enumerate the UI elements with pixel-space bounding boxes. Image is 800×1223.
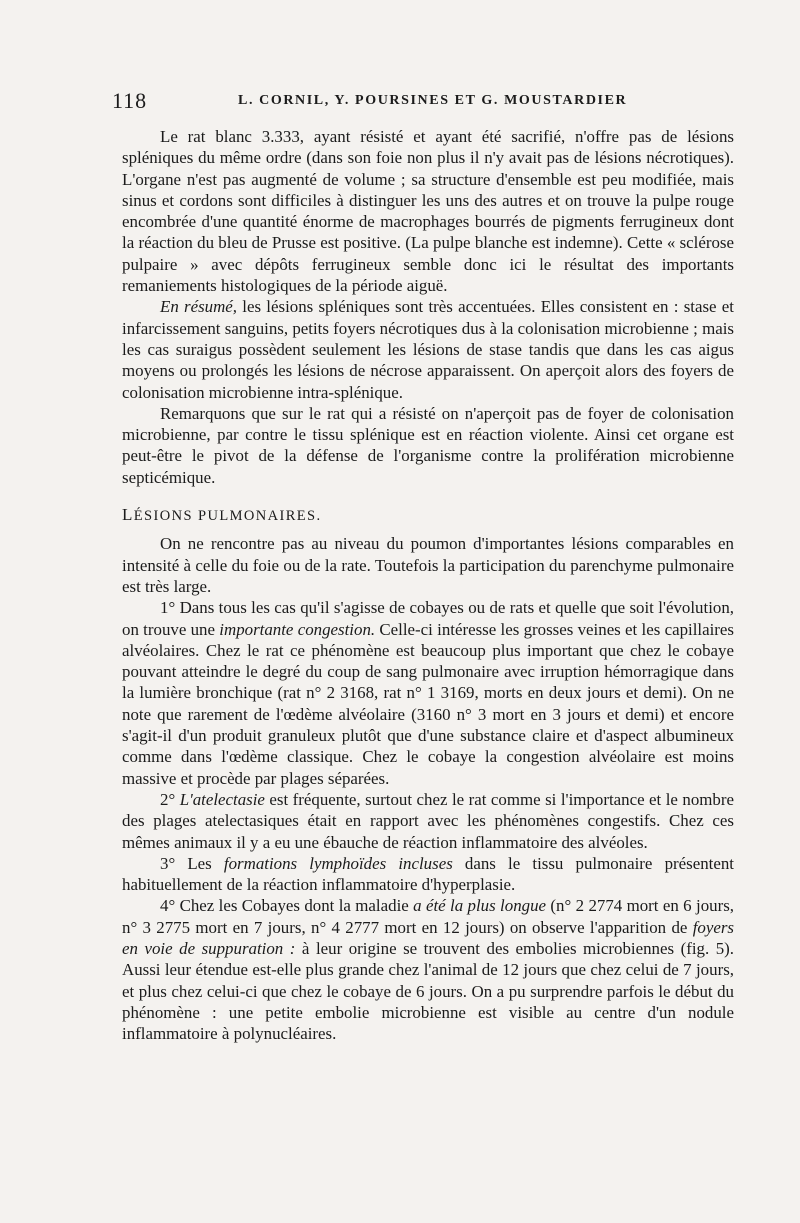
atelectasis-emphasis: L'atelectasie: [179, 789, 265, 809]
paragraph-suppuration: [122, 895, 734, 1044]
suppuration-text-b: (n° 2 2774 mort en 6 jours, n° 3 2775 mort en 7 jours, n° 4 2777 mort en 12 jours) on observe l'apparition de: [122, 896, 735, 937]
paragraph-remark: Remarquons que sur le rat qui a résisté on n'aperçoit pas de foyer de colonisation microbienne, par contre le tissu splénique est en réaction violente. Ainsi cet organe est peut-être le pivot de la défense de l'organisme contre la prolifération microbienne septicémique.: [122, 403, 734, 487]
paragraph-lung-intro: On ne rencontre pas au niveau du poumon d'importantes lésions comparables en intensité à celle du foie ou de la rate. Toutefois la participation du parenchyme pulmonaire est très large.: [122, 534, 734, 596]
summary-rest: les lésions spléniques sont très accentuées. Elles consistent en : stase et infarcissement sanguins, petits foyers nécrotiques dus à la colonisation microbienne ; mais les cas suraigus possèdent seulement les lésions de stase tandis que dans les cas aigus moyens ou prolongés les lésions de nécrose apparaissent. On aperçoit alors des foyers de colonisation microbienne intra-splénique.: [122, 297, 734, 402]
running-head: [112, 88, 712, 116]
body-text: [122, 126, 734, 1044]
atelectasis-text-b: est fréquente, surtout chez le rat comme si l'importance et le nombre des plages atelectasiques était en rapport avec les phénomènes congestifs. Chez ces mêmes animaux il y a eu une ébauche de réaction inflammatoire des alvéoles.: [122, 789, 734, 852]
paragraph-atelectasis: [122, 789, 734, 853]
suppuration-text-c: à leur origine se trouvent des embolies microbiennes (fig. 5). Aussi leur étendue est-elle plus grande chez l'animal de 12 jours que chez celui de 7 jours, et plus chez celui-ci que chez le cobaye de 6 jours. On a pu surprendre parfois le début du phénomène : une petite embolie microbienne est visible au centre d'un nodule inflammatoire à polynucléaires.: [122, 938, 734, 1044]
suppuration-text-a: 4° Chez les Cobayes dont la maladie: [160, 896, 414, 916]
section-title: [122, 504, 734, 527]
congestion-emphasis: importante congestion.: [219, 619, 376, 639]
suppuration-emphasis-1: a été la plus longue: [413, 896, 547, 916]
congestion-text-a: 1° Dans tous les cas qu'il s'agisse de cobayes ou de rats et quelle que soit l'évolution, on trouve une: [122, 598, 734, 639]
congestion-text-b: Celle-ci intéresse les grosses veines et les capillaires alvéolaires. Chez le rat ce phénomène est beaucoup plus important que chez le cobaye pouvant atteindre le degré du coup de sang pulmonaire avec irruption hémorragique dans la lumière bronchique (rat n° 2 3168, rat n° 1 3169, morts en deux jours et demi). On ne note que rarement de l'œdème alvéolaire (3160 n° 3 mort en 3 jours et demi) et encore s'agit-il d'un produit granuleux plutôt que d'une substance claire et d'aspect albumineux comme dans l'œdème classique. Chez le cobaye la congestion alvéolaire est moins massive et procède par plages séparées.: [122, 619, 734, 788]
section-title-initial: L: [122, 505, 134, 525]
lymphoid-text-b: dans le tissu pulmonaire présentent habituellement de la réaction inflammatoire d'hyperplasie.: [122, 853, 734, 895]
paragraph-congestion: [122, 597, 734, 789]
header-authors: L. CORNIL, Y. POURSINES ET G. MOUSTARDIER: [238, 93, 628, 108]
atelectasis-text-a: 2°: [160, 789, 180, 809]
paragraph-lymphoid: [122, 853, 734, 896]
section-title-rest: ÉSIONS PULMONAIRES.: [133, 508, 322, 525]
page-number: 118: [112, 88, 148, 113]
lymphoid-emphasis: formations lymphoïdes incluses: [223, 853, 453, 873]
paragraph-rat-3333: Le rat blanc 3.333, ayant résisté et ayant été sacrifié, n'offre pas de lésions spléniques du même ordre (dans son foie non plus il n'y avait pas de lésions nécrotiques). L'organe n'est pas augmenté de volume ; sa structure d'ensemble est peu modifiée, mais sinus et cordons sont difficiles à distinguer les uns des autres et on trouve la pulpe rouge encombrée d'une quantité énorme de macrophages bourrés de pigments ferrugineux dont la réaction du bleu de Prusse est positive. (La pulpe blanche est indemne). Cette « sclérose pulpaire » avec dépôts ferrugineux semble donc ici le résultat des importants remaniements histologiques de la période aiguë.: [122, 127, 734, 296]
lymphoid-text-a: 3° Les: [160, 853, 224, 873]
summary-lead: En résumé,: [160, 297, 238, 317]
paragraph-summary: [122, 296, 734, 402]
suppuration-emphasis-2: foyers en voie de suppuration :: [122, 917, 734, 958]
